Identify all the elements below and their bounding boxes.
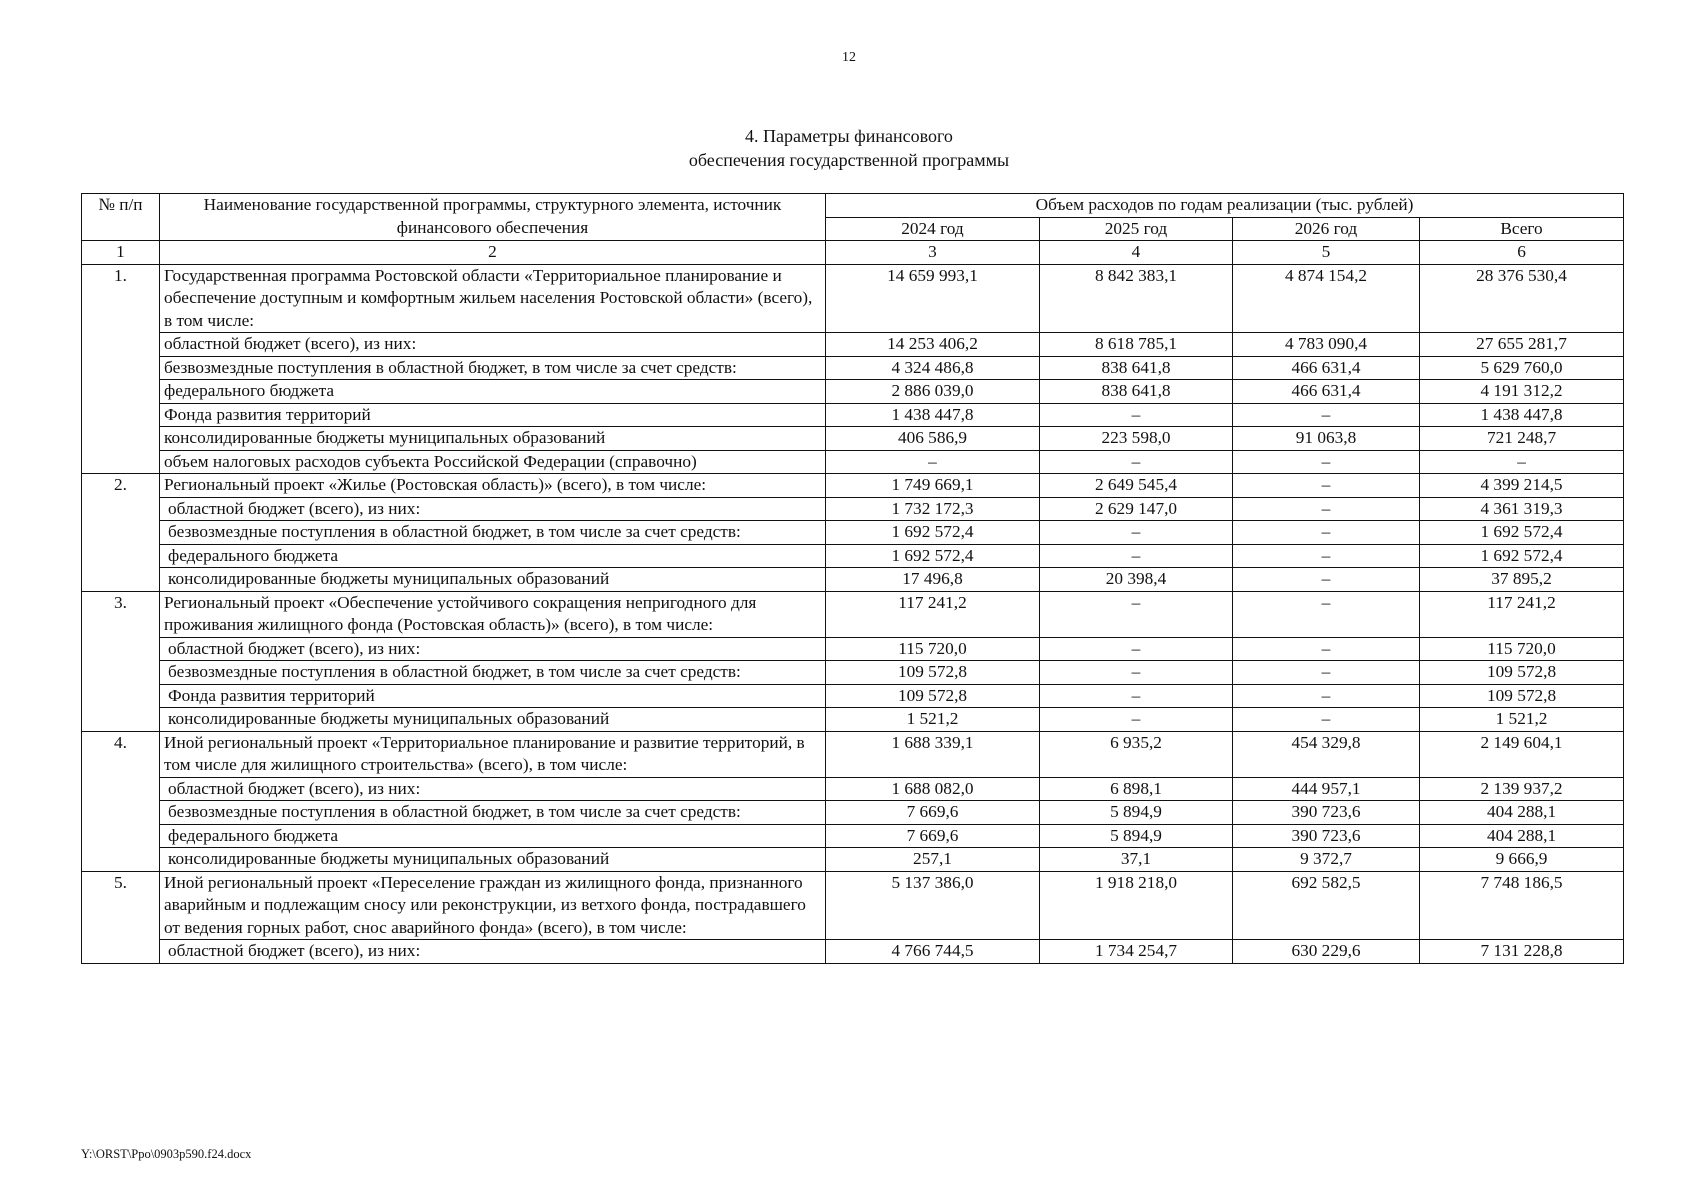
value-total-cell: 109 572,8 [1420,684,1624,708]
value-2024-cell: 1 688 339,1 [826,731,1040,777]
value-2025-cell: 37,1 [1040,848,1233,872]
value-2024-cell: 17 496,8 [826,568,1040,592]
row-name-cell [160,333,826,357]
row-name-cell [160,544,826,568]
row-name-text: безвозмездные поступления в областной бюджет, в том числе за счет средств: [168,802,741,821]
row-name-text: Фонда развития территорий [168,685,375,705]
value-2024-cell: 14 659 993,1 [826,264,1040,333]
row-name-cell [160,684,826,708]
value-2024-cell: 2 886 039,0 [826,380,1040,404]
value-2026-cell: – [1233,708,1420,732]
value-2026-cell: – [1233,684,1420,708]
value-2026-cell: 91 063,8 [1233,427,1420,451]
value-2026-cell: 454 329,8 [1233,731,1420,777]
row-name-text: Государственная программа Ростовской области «Территориальное планирование и обеспечение доступным и комфортным жильем населения Ростовской области» (всего), в том числе: [164,265,813,330]
table-row [82,474,1624,498]
footer-file-path: Y:\ORST\Ppo\0903p590.f24.docx [81,1147,252,1161]
column-number-6: 6 [1420,241,1624,265]
row-name-text: областной бюджет (всего), из них: [164,334,417,353]
row-number-cell: 5. [82,871,160,963]
row-name-cell [160,731,826,777]
value-2026-cell: 692 582,5 [1233,871,1420,940]
value-2026-cell: 466 631,4 [1233,356,1420,380]
value-2025-cell: 2 629 147,0 [1040,497,1233,521]
row-name-text: областной бюджет (всего), из них: [168,638,421,658]
value-2025-cell: 1 918 218,0 [1040,871,1233,940]
row-name-text: областной бюджет (всего), из них: [168,498,421,518]
row-name-text: Региональный проект «Жилье (Ростовская область)» (всего), в том числе: [164,475,707,494]
table-row [82,661,1624,685]
table-row [82,637,1624,661]
value-2024-cell: 109 572,8 [826,684,1040,708]
value-2026-cell: 390 723,6 [1233,801,1420,825]
value-2025-cell: 8 842 383,1 [1040,264,1233,333]
value-2025-cell: – [1040,684,1233,708]
value-total-cell: 4 191 312,2 [1420,380,1624,404]
value-2024-cell: 1 688 082,0 [826,777,1040,801]
table-row [82,591,1624,637]
value-2024-cell: 117 241,2 [826,591,1040,637]
value-total-cell: – [1420,450,1624,474]
row-name-text: Иной региональный проект «Переселение граждан из жилищного фонда, признанного аварийным и подлежащим сносу или реконструкции, из ветхого фонда, пострадавшего от ведения горных работ, снос аварийного фонда» (всего), в том числе: [164,872,806,937]
value-2025-cell: 1 734 254,7 [1040,940,1233,964]
value-2026-cell: 630 229,6 [1233,940,1420,964]
value-2024-cell: 14 253 406,2 [826,333,1040,357]
row-name-cell [160,568,826,592]
value-total-cell: 1 692 572,4 [1420,544,1624,568]
row-name-text: консолидированные бюджеты муниципальных образований [168,709,610,728]
value-2024-cell: 7 669,6 [826,801,1040,825]
value-2024-cell: 1 732 172,3 [826,497,1040,521]
row-name-cell [160,708,826,732]
row-number-cell: 1. [82,264,160,474]
table-row [82,403,1624,427]
table-row [82,801,1624,825]
table-row [82,777,1624,801]
value-2024-cell: 109 572,8 [826,661,1040,685]
value-2024-cell: 1 521,2 [826,708,1040,732]
value-total-cell: 1 692 572,4 [1420,521,1624,545]
value-2026-cell: 4 874 154,2 [1233,264,1420,333]
value-total-cell: 2 149 604,1 [1420,731,1624,777]
table-row [82,264,1624,333]
value-2025-cell: 8 618 785,1 [1040,333,1233,357]
financing-table [81,193,1624,964]
column-number-5: 5 [1233,241,1420,265]
table-row [82,497,1624,521]
value-2024-cell: 4 324 486,8 [826,356,1040,380]
row-number-cell: 2. [82,474,160,592]
row-name-text: федерального бюджета [164,381,335,400]
column-number-3: 3 [826,241,1040,265]
value-2025-cell: 838 641,8 [1040,356,1233,380]
value-2024-cell: 1 692 572,4 [826,521,1040,545]
row-name-text: Фонда развития территорий [164,404,371,424]
value-total-cell: 2 139 937,2 [1420,777,1624,801]
value-2024-cell: 5 137 386,0 [826,871,1040,940]
table-row [82,333,1624,357]
value-2024-cell: 1 749 669,1 [826,474,1040,498]
table-row [82,708,1624,732]
row-name-text: Региональный проект «Обеспечение устойчивого сокращения непригодного для проживания жилищного фонда (Ростовская область)» (всего), в том числе: [164,592,757,634]
value-2024-cell: 7 669,6 [826,824,1040,848]
column-number-1: 1 [82,241,160,265]
table-row [82,521,1624,545]
column-number-2: 2 [160,241,826,265]
header-volume: Объем расходов по годам реализации (тыс. рублей) [826,194,1624,218]
value-2026-cell: 390 723,6 [1233,824,1420,848]
row-name-cell [160,450,826,474]
value-total-cell: 1 438 447,8 [1420,403,1624,427]
value-2026-cell: – [1233,474,1420,498]
row-name-cell [160,264,826,333]
value-2024-cell: 4 766 744,5 [826,940,1040,964]
value-2026-cell: 9 372,7 [1233,848,1420,872]
value-total-cell: 404 288,1 [1420,824,1624,848]
row-name-text: консолидированные бюджеты муниципальных образований [168,849,610,868]
row-name-text: федерального бюджета [168,825,339,845]
table-row [82,940,1624,964]
row-name-cell [160,403,826,427]
row-name-text: безвозмездные поступления в областной бюджет, в том числе за счет средств: [168,662,741,681]
row-name-cell [160,591,826,637]
title-line-1: 4. Параметры финансового [745,126,953,146]
value-total-cell: 1 521,2 [1420,708,1624,732]
value-2026-cell: – [1233,568,1420,592]
value-2025-cell: – [1040,637,1233,661]
value-2025-cell: – [1040,544,1233,568]
value-2026-cell: – [1233,591,1420,637]
row-name-cell [160,940,826,964]
row-name-cell [160,848,826,872]
value-2025-cell: – [1040,708,1233,732]
value-2025-cell: – [1040,661,1233,685]
value-2026-cell: – [1233,544,1420,568]
value-2026-cell: 466 631,4 [1233,380,1420,404]
value-total-cell: 115 720,0 [1420,637,1624,661]
row-name-cell [160,777,826,801]
row-name-text: областной бюджет (всего), из них: [168,778,421,798]
value-2026-cell: 4 783 090,4 [1233,333,1420,357]
row-name-cell [160,637,826,661]
table-row [82,684,1624,708]
table-row [82,544,1624,568]
value-2025-cell: – [1040,403,1233,427]
value-total-cell: 9 666,9 [1420,848,1624,872]
value-2026-cell: – [1233,521,1420,545]
value-total-cell: 109 572,8 [1420,661,1624,685]
header-year-2024: 2024 год [826,217,1040,241]
value-2025-cell: 6 898,1 [1040,777,1233,801]
row-number-cell: 3. [82,591,160,731]
row-name-text: объем налоговых расходов субъекта Российской Федерации (справочно) [164,451,697,471]
value-total-cell: 404 288,1 [1420,801,1624,825]
row-number-cell: 4. [82,731,160,871]
row-name-cell [160,824,826,848]
row-name-cell [160,661,826,685]
value-2026-cell: – [1233,450,1420,474]
value-total-cell: 37 895,2 [1420,568,1624,592]
table-row [82,450,1624,474]
header-year-2026: 2026 год [1233,217,1420,241]
value-total-cell: 117 241,2 [1420,591,1624,637]
row-name-text: Иной региональный проект «Территориальное планирование и развитие территорий, в том числе для жилищного строительства» (всего), в том числе: [164,732,805,774]
value-2026-cell: – [1233,637,1420,661]
document-title [0,124,1698,172]
row-name-cell [160,871,826,940]
value-2024-cell: 115 720,0 [826,637,1040,661]
value-2025-cell: – [1040,521,1233,545]
table-row [82,380,1624,404]
row-name-cell [160,356,826,380]
header-name: Наименование государственной программы, структурного элемента, источник финансового обеспечения [160,194,826,241]
table-row [82,824,1624,848]
row-name-text: консолидированные бюджеты муниципальных образований [168,569,610,588]
value-2025-cell: – [1040,450,1233,474]
header-total: Всего [1420,217,1624,241]
table-row [82,427,1624,451]
row-name-text: безвозмездные поступления в областной бюджет, в том числе за счет средств: [164,357,737,377]
table-row [82,356,1624,380]
table-row [82,871,1624,940]
table-row [82,848,1624,872]
value-2024-cell: – [826,450,1040,474]
value-total-cell: 7 748 186,5 [1420,871,1624,940]
value-2025-cell: 2 649 545,4 [1040,474,1233,498]
value-total-cell: 7 131 228,8 [1420,940,1624,964]
value-total-cell: 5 629 760,0 [1420,356,1624,380]
row-name-cell [160,474,826,498]
value-2025-cell: 5 894,9 [1040,824,1233,848]
row-name-text: областной бюджет (всего), из них: [168,941,421,960]
value-2026-cell: 444 957,1 [1233,777,1420,801]
value-2025-cell: 223 598,0 [1040,427,1233,451]
value-2026-cell: – [1233,403,1420,427]
value-total-cell: 4 399 214,5 [1420,474,1624,498]
value-total-cell: 28 376 530,4 [1420,264,1624,333]
row-name-text: безвозмездные поступления в областной бюджет, в том числе за счет средств: [168,522,741,541]
value-2025-cell: 838 641,8 [1040,380,1233,404]
value-2026-cell: – [1233,497,1420,521]
table-row [82,568,1624,592]
column-number-4: 4 [1040,241,1233,265]
value-2024-cell: 257,1 [826,848,1040,872]
header-year-2025: 2025 год [1040,217,1233,241]
value-2026-cell: – [1233,661,1420,685]
value-2025-cell: 5 894,9 [1040,801,1233,825]
header-num: № п/п [82,194,160,241]
value-2024-cell: 1 692 572,4 [826,544,1040,568]
row-name-cell [160,497,826,521]
row-name-cell [160,801,826,825]
title-line-2: обеспечения государственной программы [688,150,1010,170]
value-2024-cell: 1 438 447,8 [826,403,1040,427]
table-body [82,264,1624,963]
value-2025-cell: – [1040,591,1233,637]
value-2025-cell: 6 935,2 [1040,731,1233,777]
value-total-cell: 27 655 281,7 [1420,333,1624,357]
row-name-cell [160,380,826,404]
value-total-cell: 721 248,7 [1420,427,1624,451]
row-name-cell [160,427,826,451]
value-2024-cell: 406 586,9 [826,427,1040,451]
table-row [82,731,1624,777]
value-total-cell: 4 361 319,3 [1420,497,1624,521]
row-name-text: консолидированные бюджеты муниципальных образований [164,428,606,447]
page-number: 12 [842,50,856,65]
row-name-text: федерального бюджета [168,545,339,565]
value-2025-cell: 20 398,4 [1040,568,1233,592]
row-name-cell [160,521,826,545]
